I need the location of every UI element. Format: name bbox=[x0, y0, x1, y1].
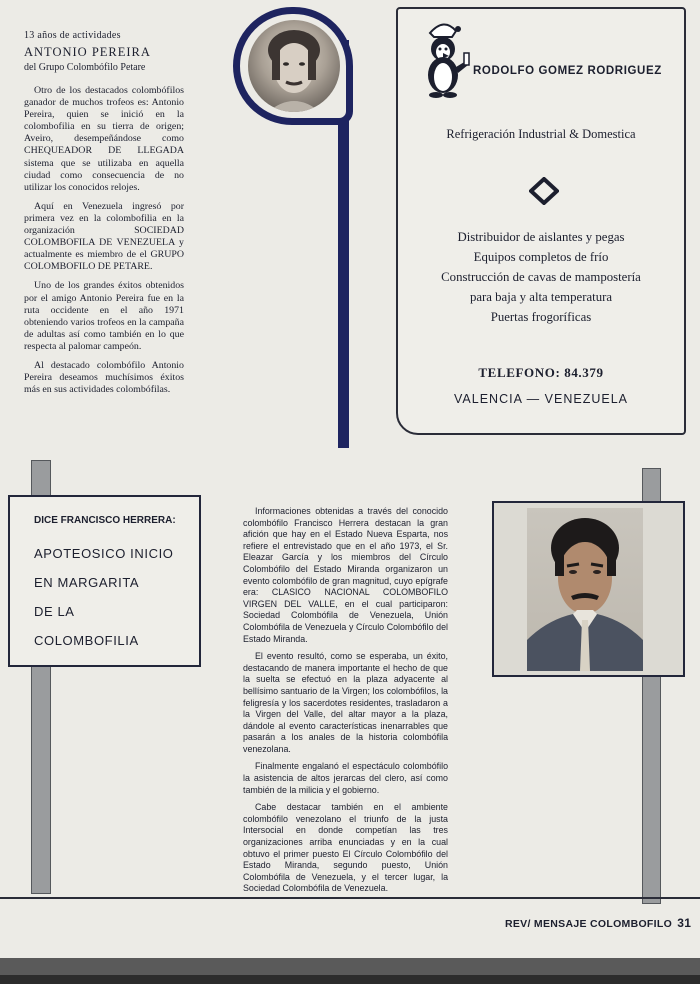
feature-title-box bbox=[8, 495, 201, 667]
ad-city: VALENCIA — VENEZUELA bbox=[454, 392, 628, 406]
scan-edge-dark bbox=[0, 975, 700, 984]
article-paragraph: El evento resultó, como se esperaba, un éxito, destacando de manera importante el hecho de que la suelta se efectuó en la plaza adyacente al bellísimo santuario de la Virgen; los colombófilos, la feligresía y los sacerdotes residentes, trasladaron a la Virgen del Valle, del altar mayor a la plaza, dándole al evento características inenarrables que pasarán a los anales de la historia colombófila venezolana. bbox=[243, 651, 448, 754]
ad-services-list bbox=[398, 227, 684, 327]
article-paragraph: Uno de los grandes éxitos obtenidos por el amigo Antonio Pereira fue en la ruta occidente en el año 1971 obteniendo varios trofeos en la campaña de adultas así como también en lo que respecta al palomar campeón. bbox=[24, 280, 184, 352]
portrait-antonio-pereira bbox=[248, 20, 340, 112]
ad-tagline: Refrigeración Industrial & Domestica bbox=[446, 127, 636, 141]
headline-line: COLOMBOFILIA bbox=[34, 633, 139, 648]
article-paragraph: Aquí en Venezuela ingresó por primera vez en la colombofilia en la organización SOCIEDAD COLOMBOFILA DE VENEZUELA y actualmente es miembro de el GRUPO COLOMBOFILO DE PETARE. bbox=[24, 200, 184, 273]
ad-service-item: Equipos completos de frío bbox=[473, 250, 609, 264]
penguin-icon bbox=[416, 19, 472, 99]
portrait-person-icon bbox=[527, 508, 643, 671]
article-paragraph: Finalmente engalanó el espectáculo colombófilo la asistencia de altos jerarcas del clero, así como también de la milicia y el gobierno. bbox=[243, 761, 448, 795]
page-number: 31 bbox=[677, 916, 692, 930]
headline-line: APOTEOSICO INICIO bbox=[34, 546, 174, 561]
article-paragraph: Al destacado colombófilo Antonio Pereira deseamos muchísimos éxitos más en sus actividades colombófilas. bbox=[24, 359, 184, 396]
article-antonio-pereira bbox=[24, 30, 184, 403]
advertisement-box bbox=[396, 7, 686, 435]
feature-headline bbox=[34, 539, 174, 655]
ad-service-item: Construcción de cavas de mampostería bbox=[441, 270, 641, 284]
article-kicker: 13 años de actividades bbox=[24, 30, 121, 41]
portrait-francisco-herrera bbox=[527, 508, 643, 671]
ad-service-item: Distribuidor de aislantes y pegas bbox=[457, 230, 625, 244]
article-subtitle: del Grupo Colombófilo Petare bbox=[24, 62, 146, 73]
headline-line: DE LA bbox=[34, 604, 75, 619]
footer-rule bbox=[0, 897, 700, 899]
ad-company-name: RODOLFO GOMEZ RODRIGUEZ bbox=[473, 65, 662, 77]
article-paragraph: Cabe destacar también en el ambiente colombófilo venezolano el triunfo de la justa Intersocial en donde competían las tres organizaciones arriba enunciadas y en la cual obtuvo el primer puesto El Círculo Colombófilo del Estado Miranda, segundo puesto, Unión Colombófila de Venezuela, y el tercer lugar, la Sociedad Colombófila de Venezuela. bbox=[243, 802, 448, 894]
ad-service-item: Puertas frogoríficas bbox=[490, 310, 592, 324]
feature-label: DICE FRANCISCO HERRERA: bbox=[34, 515, 176, 526]
article-francisco-herrera bbox=[243, 506, 448, 901]
ad-service-item: para baja y alta temperatura bbox=[469, 290, 613, 304]
diamond-logo-icon bbox=[529, 177, 559, 205]
footer bbox=[505, 916, 691, 930]
ad-phone: TELEFONO: 84.379 bbox=[478, 365, 604, 380]
article-paragraph: Otro de los destacados colombófilos ganador de muchos trofeos es: Antonio Pereira, quien se inició en la colombofilia en su tierra de origen; Aveiro, desempeñándose como CHEQUEADOR DE LLEGADA sistema que se utilizaba en aquella ciudad como consecuencia de no utilizar los conocidos relojes. bbox=[24, 85, 184, 193]
article-title: ANTONIO PEREIRA bbox=[24, 45, 151, 59]
article-paragraph: Informaciones obtenidas a través del conocido colombófilo Francisco Herrera destacan la gran afición que hay en el Estado Nueva Esparta, nos refiere el entrevistado que en el año 1973, el Sr. Eleazar García y los miembros del Círculo Colombófilo del Estado Miranda organizaron un evento colombófilo de gran magnitud, cuyo epígrafe era: CLASICO NACIONAL COLOMBOFILO VIRGEN DEL VALLE, en el cual participaron: Sociedad Colombófila de Venezuela, Unión Colombófila de Venezuela y Círculo Colombófilo del Estado Miranda. bbox=[243, 506, 448, 644]
portrait-face-icon bbox=[248, 20, 340, 112]
publication-name: REV/ MENSAJE COLOMBOFILO bbox=[505, 918, 673, 930]
headline-line: EN MARGARITA bbox=[34, 575, 140, 590]
